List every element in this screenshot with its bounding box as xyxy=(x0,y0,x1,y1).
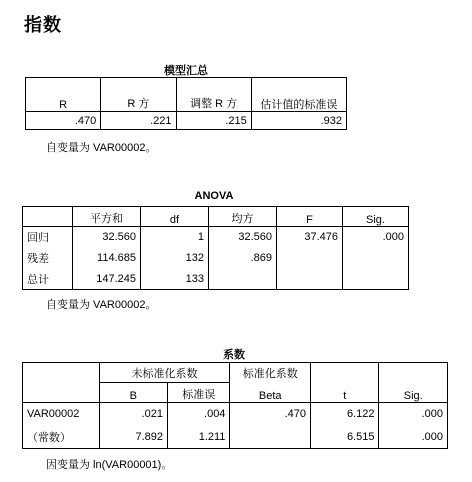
coef-se: 1.211 xyxy=(168,426,230,449)
anova-f xyxy=(277,269,343,290)
anova-sig xyxy=(343,269,409,290)
header-b: B xyxy=(99,383,167,403)
coef-beta: .470 xyxy=(230,403,311,426)
coef-sig: .000 xyxy=(379,426,448,449)
coef-b: 7.892 xyxy=(99,426,167,449)
coefficients-header-blank xyxy=(23,363,100,403)
anova-ms: .869 xyxy=(209,248,277,269)
anova-df: 1 xyxy=(141,227,209,248)
model-summary-caption: 模型汇总 xyxy=(164,65,208,77)
anova-header-row xyxy=(23,207,409,227)
anova-ms: 32.560 xyxy=(209,227,277,248)
coef-b: .021 xyxy=(99,403,167,426)
coefficients-group-header-row xyxy=(23,363,448,383)
coef-se: .004 xyxy=(168,403,230,426)
table-row xyxy=(23,426,448,449)
header-standardized: 标准化系数 xyxy=(230,363,311,383)
table-row xyxy=(23,269,409,290)
value-r-square: .221 xyxy=(101,112,176,130)
model-summary-header-row xyxy=(26,78,347,112)
anova-header-mean-square: 均方 xyxy=(209,207,277,227)
coef-t: 6.515 xyxy=(311,426,379,449)
anova-caption: ANOVA xyxy=(194,190,234,202)
header-r: R xyxy=(26,78,101,112)
anova-header-sig: Sig. xyxy=(343,207,409,227)
header-r-square: R 方 xyxy=(101,78,176,112)
anova-header-f: F xyxy=(277,207,343,227)
model-summary-table xyxy=(25,77,347,130)
header-std-error: 估计值的标准误 xyxy=(251,78,346,112)
coefficients-caption: 系数 xyxy=(223,349,245,361)
anova-row-label: 残差 xyxy=(23,248,73,269)
table-row xyxy=(23,248,409,269)
model-summary-value-row xyxy=(26,112,347,130)
anova-ss: 32.560 xyxy=(73,227,141,248)
coef-sig: .000 xyxy=(379,403,448,426)
model-summary-footnote: 自变量为 VAR00002。 xyxy=(46,142,157,154)
anova-sig xyxy=(343,248,409,269)
coefficients-table xyxy=(22,362,448,449)
anova-ss: 114.685 xyxy=(73,248,141,269)
header-std-error: 标准误 xyxy=(168,383,230,403)
anova-table xyxy=(22,206,409,290)
value-adjusted-r-square: .215 xyxy=(176,112,251,130)
anova-df: 133 xyxy=(141,269,209,290)
coef-row-label: （常数） xyxy=(23,426,100,449)
header-beta: Beta xyxy=(230,383,311,403)
anova-footnote: 自变量为 VAR00002。 xyxy=(46,299,157,311)
anova-row-label: 总计 xyxy=(23,269,73,290)
coefficients-footnote: 因变量为 ln(VAR00001)。 xyxy=(46,459,173,471)
header-adjusted-r-square: 调整 R 方 xyxy=(176,78,251,112)
anova-header-df: df xyxy=(141,207,209,227)
coef-beta xyxy=(230,426,311,449)
coef-t: 6.122 xyxy=(311,403,379,426)
header-t: t xyxy=(311,363,379,403)
anova-row-label: 回归 xyxy=(23,227,73,248)
anova-header-blank xyxy=(23,207,73,227)
anova-f xyxy=(277,248,343,269)
value-r: .470 xyxy=(26,112,101,130)
table-row xyxy=(23,403,448,426)
anova-ss: 147.245 xyxy=(73,269,141,290)
value-std-error: .932 xyxy=(251,112,346,130)
anova-ms xyxy=(209,269,277,290)
page-title: 指数 xyxy=(24,15,62,35)
coef-row-label: VAR00002 xyxy=(23,403,100,426)
anova-sig: .000 xyxy=(343,227,409,248)
anova-df: 132 xyxy=(141,248,209,269)
table-row xyxy=(23,227,409,248)
header-unstandardized: 未标准化系数 xyxy=(99,363,230,383)
anova-header-sum-of-squares: 平方和 xyxy=(73,207,141,227)
anova-f: 37.476 xyxy=(277,227,343,248)
header-sig: Sig. xyxy=(379,363,448,403)
